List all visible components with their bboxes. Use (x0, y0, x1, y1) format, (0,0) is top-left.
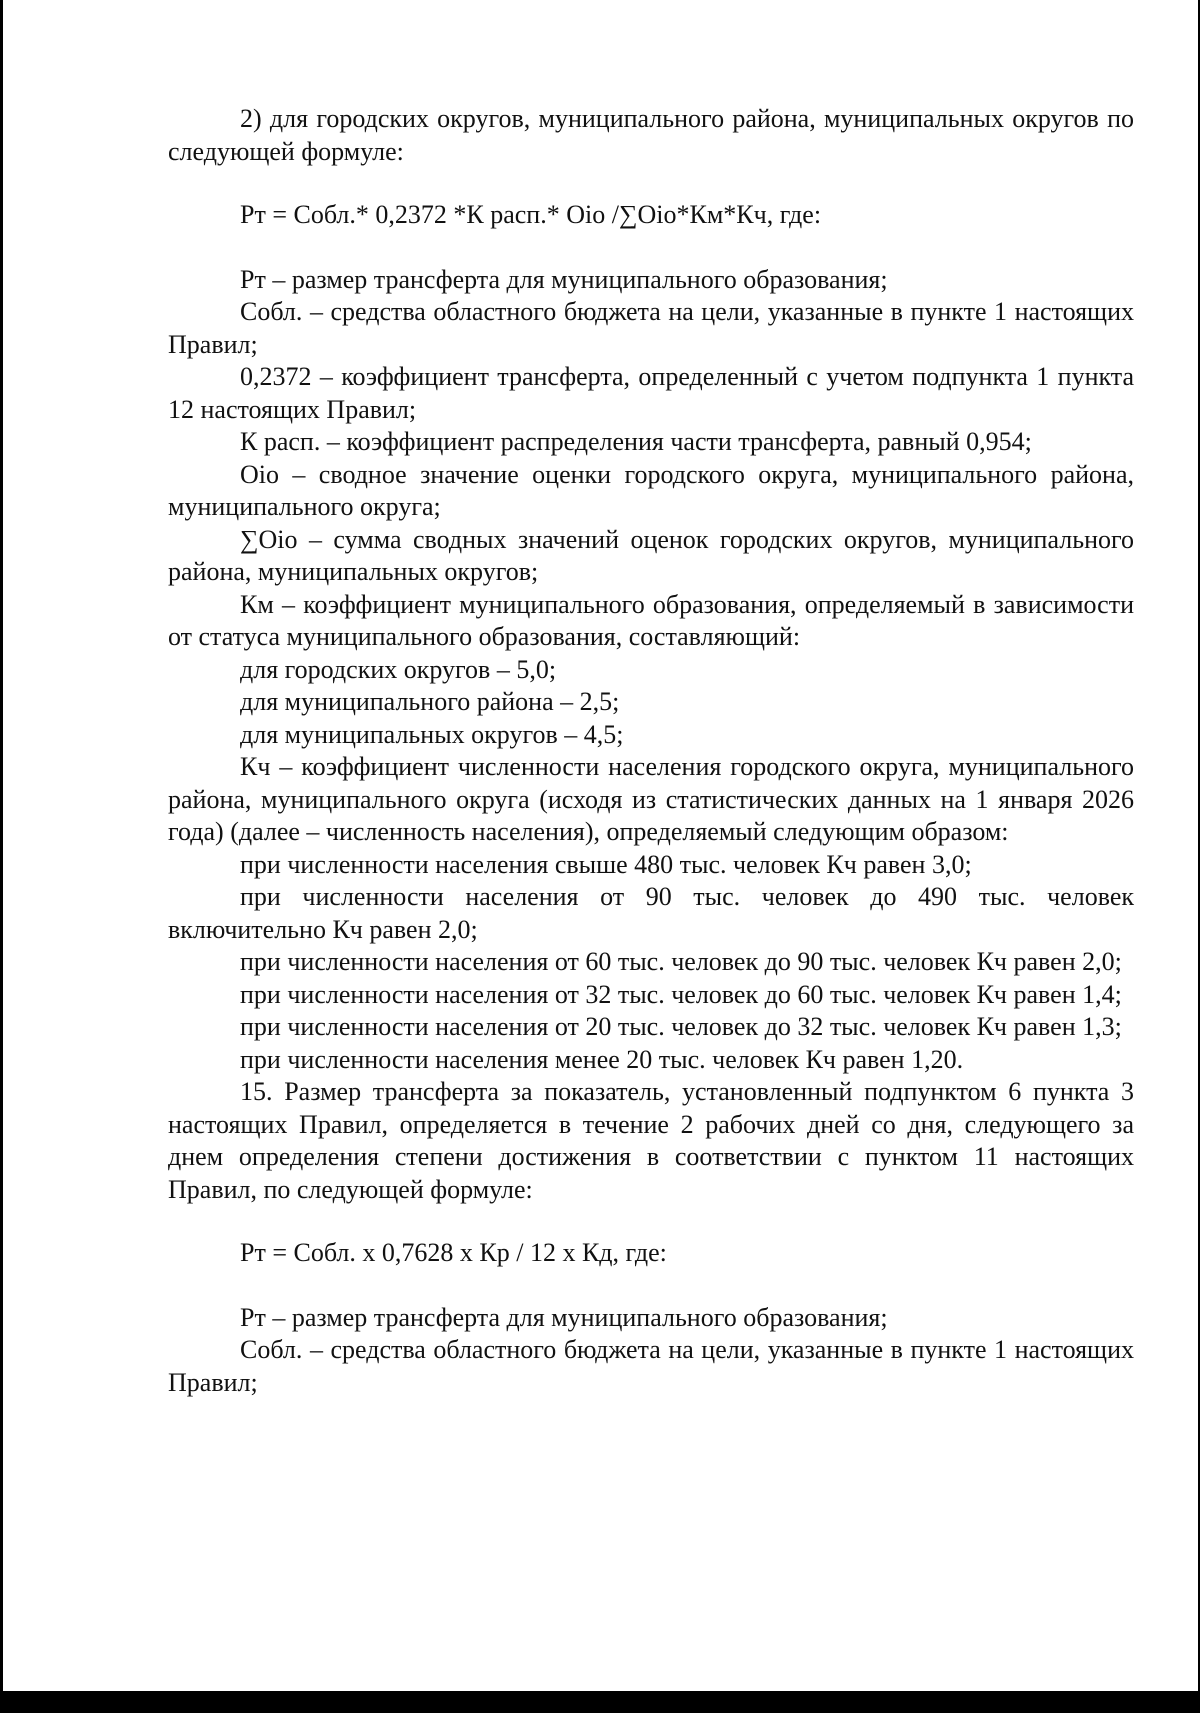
formula-2: Рт = Собл. х 0,7628 х Кр / 12 х Кд, где: (240, 1238, 667, 1267)
kch-item-5: при численности населения от 20 тыс. человек до 32 тыс. человек Кч равен 1,3; (240, 1012, 1122, 1041)
definition-sobl: Собл. – средства областного бюджета на цели, указанные в пункте 1 настоящих Правил; (168, 297, 1134, 359)
intro-paragraph: 2) для городских округов, муниципального района, муниципальных округов по следующей формуле: (168, 104, 1134, 166)
spacer (168, 1206, 1134, 1237)
km-item-1: для городских округов – 5,0; (240, 654, 557, 684)
definition-rt: Рт – размер трансферта для муниципального образования; (240, 264, 888, 294)
definition-sobl-2: Собл. – средства областного бюджета на цели, указанные в пункте 1 настоящих Правил; (168, 1335, 1134, 1397)
kch-item-6: при численности населения менее 20 тыс. человек Кч равен 1,20. (240, 1044, 964, 1074)
definition-oio: Oio – сводное значение оценки городского округа, муниципального района, муниципального округа; (168, 459, 1134, 521)
definition-krasp: К расп. – коэффициент распределения части трансферта, равный 0,954; (240, 427, 1032, 456)
document-page (168, 103, 1134, 1399)
section-15-paragraph: 15. Размер трансферта за показатель, установленный подпунктом 6 пункта 3 настоящих Правил, определяется в течение 2 рабочих дней со дня, следующего за днем определения степени достижения в соответствии с пунктом 11 настоящих Правил, по следующей формуле: (168, 1077, 1134, 1204)
spacer (168, 232, 1134, 264)
scan-border-left (0, 0, 3, 1713)
km-item-3: для муниципальных округов – 4,5; (240, 719, 624, 749)
scan-border-bottom (0, 1691, 1200, 1713)
kch-item-4: при численности населения от 32 тыс. человек до 60 тыс. человек Кч равен 1,4; (240, 979, 1122, 1009)
definition-sum-oio: ∑Oio – сумма сводных значений оценок городских округов, муниципального района, муниципальных округов; (168, 524, 1134, 586)
kch-item-1: при численности населения свыше 480 тыс. человек Кч равен 3,0; (240, 849, 972, 879)
spacer (168, 1270, 1134, 1302)
definition-rt-2: Рт – размер трансферта для муниципального образования; (240, 1302, 888, 1332)
definition-kch: Кч – коэффициент численности населения городского округа, муниципального района, муниципального округа (исходя из статистических данных на 1 января 2026 года) (далее – численность населения), определяемый следующим образом: (168, 752, 1134, 846)
kch-item-3: при численности населения от 60 тыс. человек до 90 тыс. человек Кч равен 2,0; (240, 947, 1122, 976)
formula-1: Рт = Собл.* 0,2372 *К расп.* Oio /∑Oio*Км*Кч, где: (240, 200, 822, 229)
kch-item-2: при численности населения от 90 тыс. человек до 490 тыс. человек включительно Кч равен 2,0; (168, 882, 1134, 944)
spacer (168, 168, 1134, 199)
definition-coefficient: 0,2372 – коэффициент трансферта, определенный с учетом подпункта 1 пункта 12 настоящих Правил; (168, 362, 1134, 424)
km-item-2: для муниципального района – 2,5; (240, 687, 620, 716)
definition-km: Км – коэффициент муниципального образования, определяемый в зависимости от статуса муниципального образования, составляющий: (168, 589, 1134, 651)
